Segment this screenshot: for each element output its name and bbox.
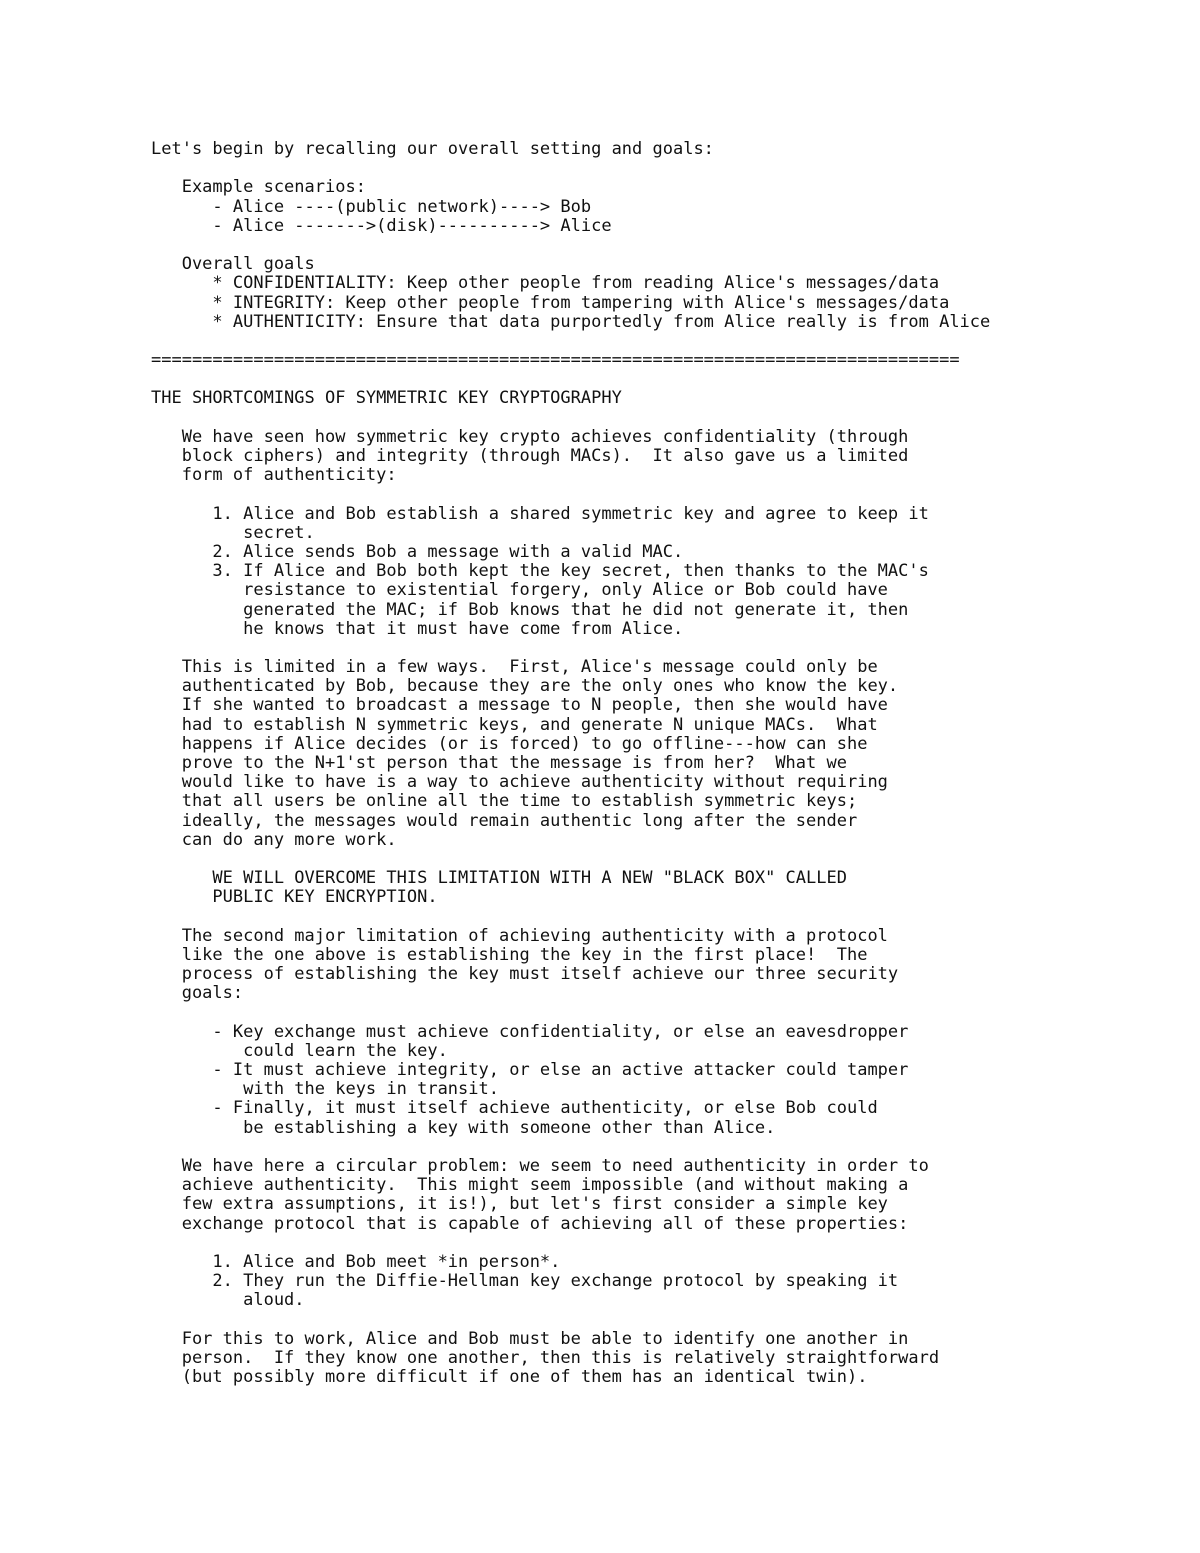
text-line: would like to have is a way to achieve authenticity without requiring [151, 772, 888, 793]
text-line: he knows that it must have come from Alice. [151, 618, 684, 639]
text-line: This is limited in a few ways. First, Alice's message could only be [151, 657, 878, 678]
text-line: * CONFIDENTIALITY: Keep other people from reading Alice's messages/data [151, 273, 940, 294]
blank-line [151, 332, 1151, 351]
text-line: aloud. [151, 1290, 305, 1311]
text-line: authenticated by Bob, because they are the only ones who know the key. [151, 676, 899, 697]
blank-line [151, 236, 1151, 255]
text-line: - Key exchange must achieve confidentiality, or else an eavesdropper [151, 1021, 909, 1042]
text-line: - Finally, it must itself achieve authenticity, or else Bob could [151, 1098, 878, 1119]
text-line: could learn the key. [151, 1040, 448, 1061]
text-line: The second major limitation of achieving authenticity with a protocol [151, 925, 888, 946]
text-line: THE SHORTCOMINGS OF SYMMETRIC KEY CRYPTOGRAPHY [151, 388, 622, 409]
text-line: form of authenticity: [151, 465, 397, 486]
text-line: happens if Alice decides (or is forced) to go offline---how can she [151, 733, 868, 754]
blank-line [151, 409, 1151, 428]
text-line: generated the MAC; if Bob knows that he did not generate it, then [151, 599, 909, 620]
text-line: Let's begin by recalling our overall setting and goals: [151, 139, 714, 159]
text-line: (but possibly more difficult if one of them has an identical twin). [151, 1367, 868, 1387]
text-line: If she wanted to broadcast a message to N people, then she would have [151, 695, 888, 716]
text-line: - Alice ----(public network)----> Bob [151, 196, 592, 217]
text-line: exchange protocol that is capable of achieving all of these properties: [151, 1213, 909, 1234]
text-line: person. If they know one another, then this is relatively straightforward [151, 1347, 940, 1368]
text-line: Overall goals [151, 254, 315, 275]
text-line: like the one above is establishing the key in the first place! The [151, 944, 868, 965]
document-page [151, 140, 1151, 1387]
text-line: * AUTHENTICITY: Ensure that data purportedly from Alice really is from Alice [151, 311, 991, 332]
text-line: prove to the N+1'st person that the message is from her? What we [151, 753, 847, 773]
text-line: few extra assumptions, it is!), but let's first consider a simple key [151, 1194, 888, 1215]
text-line: achieve authenticity. This might seem impossible (and without making a [151, 1175, 909, 1196]
text-line: We have seen how symmetric key crypto achieves confidentiality (through [151, 426, 909, 447]
blank-line [151, 908, 1151, 927]
text-line: WE WILL OVERCOME THIS LIMITATION WITH A NEW "BLACK BOX" CALLED [151, 868, 847, 889]
text-line: - Alice ------->(disk)----------> Alice [151, 215, 612, 236]
text-line: 1. Alice and Bob meet *in person*. [151, 1251, 561, 1272]
blank-line [151, 1310, 1151, 1329]
text-line: process of establishing the key must itself achieve our three security [151, 964, 899, 985]
text-line: We have here a circular problem: we seem to need authenticity in order to [151, 1155, 929, 1176]
text-line: block ciphers) and integrity (through MACs). It also gave us a limited [151, 446, 909, 466]
blank-line [151, 1003, 1151, 1022]
blank-line [151, 850, 1151, 869]
text-line: be establishing a key with someone other than Alice. [151, 1117, 776, 1138]
text-line: goals: [151, 983, 244, 1004]
text-line: 2. They run the Diffie-Hellman key exchange protocol by speaking it [151, 1271, 899, 1292]
text-line: =============================================================================== [151, 350, 960, 371]
blank-line [151, 1234, 1151, 1253]
blank-line [151, 485, 1151, 504]
text-line: with the keys in transit. [151, 1079, 499, 1100]
text-line: Example scenarios: [151, 177, 366, 198]
text-line: resistance to existential forgery, only Alice or Bob could have [151, 580, 888, 601]
text-line: had to establish N symmetric keys, and generate N unique MACs. What [151, 714, 878, 735]
text-line: that all users be online all the time to establish symmetric keys; [151, 791, 858, 812]
blank-line [151, 1138, 1151, 1157]
text-line: 2. Alice sends Bob a message with a valid MAC. [151, 541, 684, 562]
text-line: 1. Alice and Bob establish a shared symmetric key and agree to keep it [151, 503, 929, 524]
blank-line [151, 639, 1151, 658]
text-line: secret. [151, 522, 315, 543]
text-line: can do any more work. [151, 829, 397, 850]
text-line: For this to work, Alice and Bob must be able to identify one another in [151, 1328, 909, 1349]
text-line: * INTEGRITY: Keep other people from tampering with Alice's messages/data [151, 292, 950, 313]
text-line: ideally, the messages would remain authentic long after the sender [151, 810, 858, 831]
text-line: 3. If Alice and Bob both kept the key secret, then thanks to the MAC's [151, 561, 929, 582]
blank-line [151, 159, 1151, 178]
text-line: PUBLIC KEY ENCRYPTION. [151, 887, 438, 908]
text-line: - It must achieve integrity, or else an active attacker could tamper [151, 1060, 909, 1080]
blank-line [151, 370, 1151, 389]
